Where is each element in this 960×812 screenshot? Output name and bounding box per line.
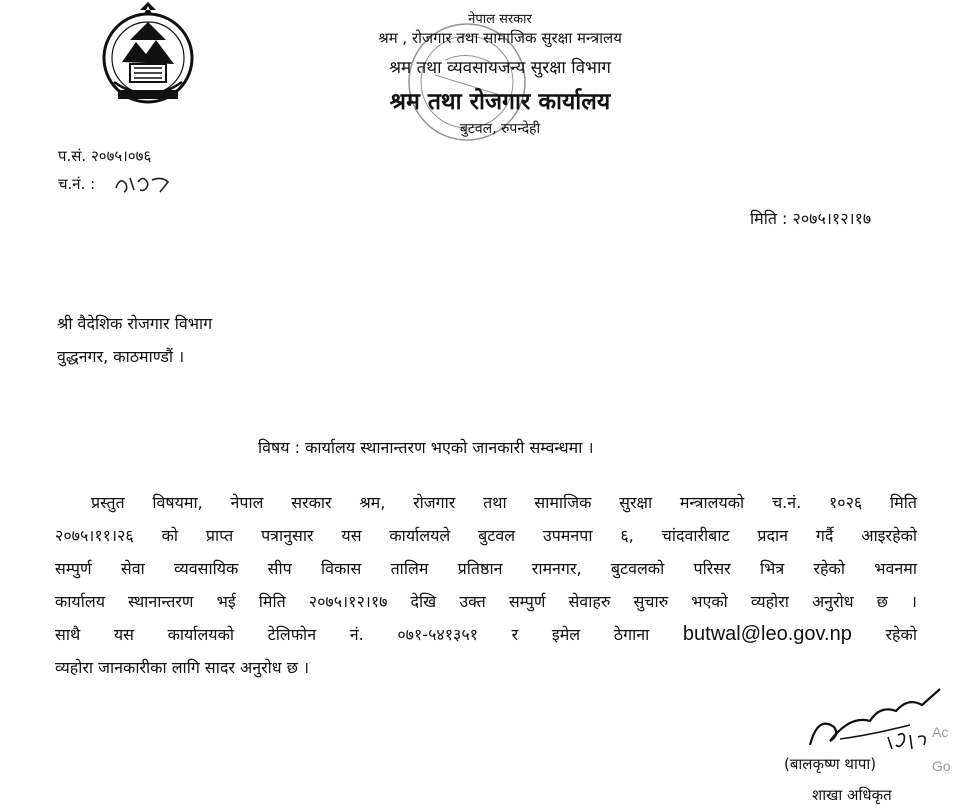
body-line: कार्यालय स्थानान्तरण भई मिति २०७५।१२।१७ देखि उक्त सम्पुर्ण सेवाहरु सुचारु भएको व्यहोरा अनुरोध छ । — [55, 592, 917, 611]
body-text: रहेको — [885, 625, 917, 644]
recipient-name: श्री वैदेशिक रोजगार विभाग — [57, 314, 213, 333]
body-line: २०७५।११।२६ को प्राप्त पत्रानुसार यस कार्यालयले बुटवल उपमनपा ६, चांदवारीबाट प्रदान गर्दै आइरहेको — [55, 526, 917, 545]
body-line: प्रस्तुत विषयमा, नेपाल सरकार श्रम, रोजगार तथा सामाजिक सुरक्षा मन्त्रालयको च.नं. १०२६ मिति — [91, 493, 917, 512]
letterhead-government: नेपाल सरकार — [468, 12, 532, 27]
dispatch-label: च.नं. : — [58, 175, 96, 193]
signer-name: (बालकृष्ण थापा) — [784, 755, 877, 773]
body-line: सम्पुर्ण सेवा व्यवसायिक सीप विकास तालिम प्रतिष्ठान रामनगर, बुटवलको परिसर भित्र रहेको भवनमा — [55, 559, 917, 578]
letterhead-ministry: श्रम , रोजगार तथा सामाजिक सुरक्षा मन्त्रालय — [378, 29, 622, 47]
letterhead-location: बुटवल, रुपन्देही — [459, 121, 541, 137]
side-text: Ac Go — [932, 724, 951, 774]
reference-value: २०७५।०७६ — [90, 147, 152, 165]
body-line: व्यहोरा जानकारीका लागि सादर अनुरोध छ । — [55, 658, 310, 677]
handwritten-signature — [800, 675, 950, 765]
date-value: २०७५।१२।१७ — [792, 209, 872, 228]
recipient-address: वुद्धनगर, काठमाण्डौं । — [57, 347, 185, 366]
letter-body — [55, 486, 917, 684]
dispatch-number — [58, 174, 95, 194]
reference-label: प.सं. — [58, 147, 87, 165]
letterhead-office: श्रम तथा रोजगार कार्यालय — [389, 89, 611, 115]
date-label: मिति : — [750, 209, 788, 228]
body-line-email — [55, 618, 917, 651]
body-text: साथै यस कार्यालयको टेलिफोन नं. ०७१-५४१३५१ र इमेल ठेगाना — [55, 625, 650, 644]
reference-number — [58, 146, 151, 166]
letterhead-department: श्रम तथा व्यवसायजन्य सुरक्षा विभाग — [389, 58, 611, 78]
letter-date — [750, 207, 871, 229]
email-address[interactable]: butwal@leo.gov.np — [682, 623, 852, 645]
signer-designation: शाखा अधिकृत — [812, 786, 892, 804]
letter-subject: विषय : कार्यालय स्थानान्तरण भएको जानकारी सम्वन्धमा । — [258, 438, 594, 457]
handwritten-dispatch-number — [112, 170, 174, 196]
